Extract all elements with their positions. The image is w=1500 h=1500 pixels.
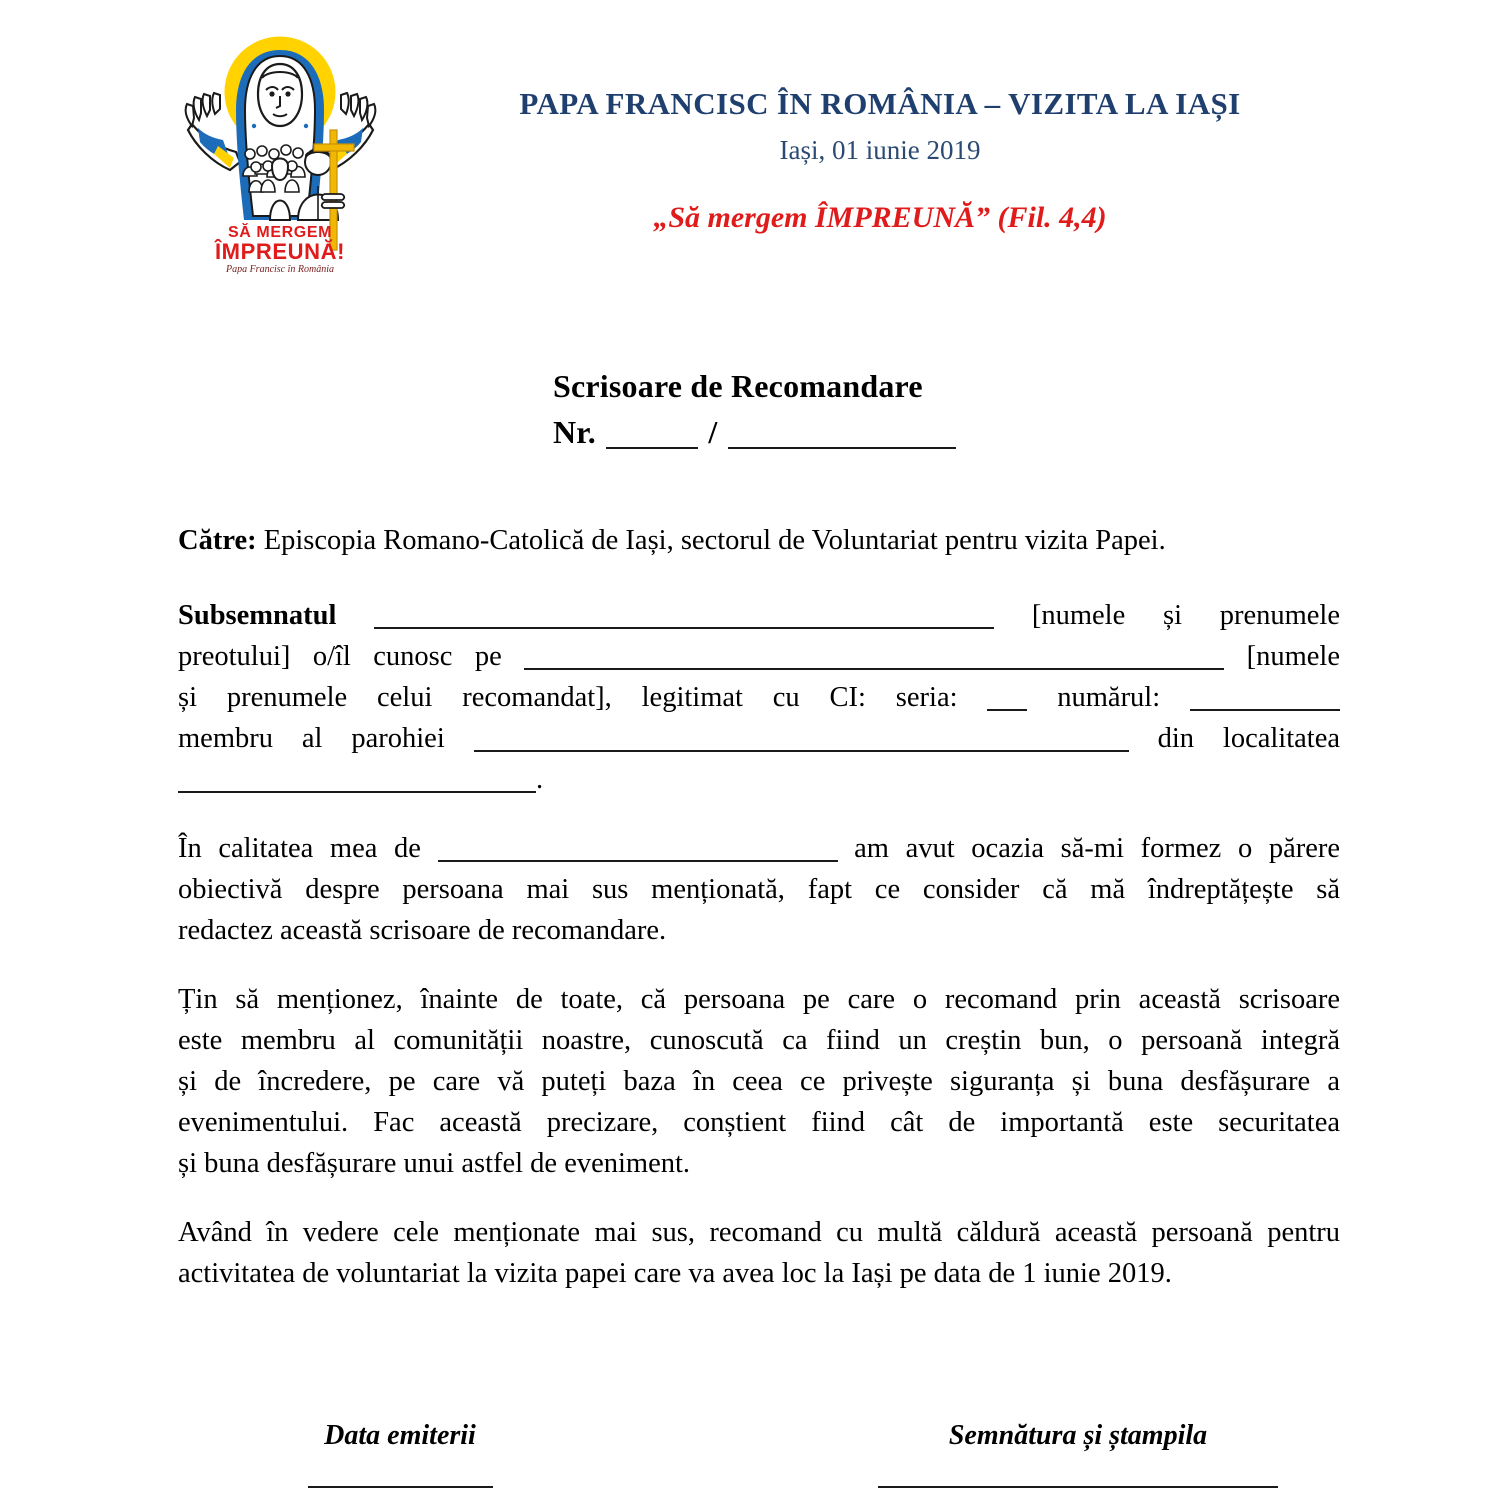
statement-line-3: și de încredere, pe care vă puteți baza în ceea ce privește siguranța și buna desfășurare a [178,1066,1340,1097]
id-number-blank-field[interactable] [1190,682,1340,711]
page-title: Scrisoare de Recomandare [553,368,923,404]
number-separator: / [708,414,718,451]
recommended-hint-start: [numele [1246,641,1340,672]
declaration-line-3 [178,677,1340,718]
locality-label: din localitatea [1157,723,1341,754]
statement-line-4: evenimentului. Fac această precizare, conștient fiind cât de importantă este securitatea [178,1107,1340,1138]
signature-block [868,1420,1288,1488]
parish-blank-field[interactable] [474,723,1129,752]
addressee-paragraph [178,520,1340,561]
signature-blank-field[interactable] [878,1486,1278,1488]
number-year-blank-field[interactable] [728,415,956,449]
issue-date-block [270,1420,530,1488]
capacity-line-1 [178,828,1340,869]
signature-footer [178,1420,1340,1500]
addressee-value: Episcopia Romano-Catolică de Iași, sectorul de Voluntariat pentru vizita Papei. [263,525,1166,556]
event-title: PAPA FRANCISC ÎN ROMÂNIA – VIZITA LA IAȘI [519,86,1241,121]
document-header [0,0,1500,300]
id-card-label: și prenumele celui recomandat], legitimat cu CI: seria: [178,682,958,713]
statement-line-2: este membru al comunității noastre, cunoscută ca fiind un creștin bun, o persoană integră [178,1025,1340,1056]
declaration-period: . [536,764,544,795]
parish-label: membru al parohiei [178,723,445,754]
closing-line-1: Având în vedere cele menționate mai sus, recomand cu multă căldură această persoană pentru [178,1217,1340,1248]
id-series-blank-field[interactable] [987,682,1027,711]
knows-person-label: preotului] o/îl cunosc pe [178,641,502,672]
undersigned-hint: [numele și prenumele [1031,600,1340,631]
document-number-row [553,409,958,455]
capacity-label: În calitatea mea de [178,833,421,864]
event-motto: „Să mergem ÎMPREUNĂ” (Fil. 4,4) [653,201,1107,235]
capacity-line-3: redactez această scrisoare de recomandare. [178,915,667,946]
declaration-line-1 [178,595,1340,636]
header-text-block [400,85,1360,235]
logo-script: Papa Francisc în România [225,264,335,274]
id-number-label: numărul: [1057,682,1161,713]
document-body [178,520,1340,1294]
logo-line1: SĂ MERGEM [227,224,333,241]
recommended-name-blank-field[interactable] [524,641,1224,670]
statement-paragraph [178,979,1340,1184]
issue-date-label: Data emiterii [324,1420,476,1451]
capacity-tail: am avut ocazia să-mi formez o părere [854,833,1340,864]
declaration-paragraph [178,595,1340,800]
declaration-line-5 [178,759,1340,800]
statement-line-5: și buna desfășurare unui astfel de eveniment. [178,1148,691,1179]
declaration-line-4 [178,718,1340,759]
papal-visit-logo-icon [178,34,383,274]
locality-blank-field[interactable] [178,764,536,793]
signature-label: Semnătura și ștampila [948,1420,1208,1451]
number-label: Nr. [553,414,596,451]
event-date: Iași, 01 iunie 2019 [779,134,981,165]
closing-line-2: activitatea de voluntariat la vizita papei care va avea loc la Iași pe data de 1 iunie 2019. [178,1258,1172,1289]
issue-date-blank-field[interactable] [308,1486,493,1488]
capacity-blank-field[interactable] [438,833,838,862]
number-blank-field[interactable] [606,415,698,449]
undersigned-label: Subsemnatul [178,600,337,631]
statement-line-1: Țin să menționez, înainte de toate, că persoana pe care o recomand prin această scrisoare [178,984,1340,1015]
capacity-line-2: obiectivă despre persoana mai sus menționată, fapt ce consider că mă îndreptățește să [178,874,1340,905]
priest-name-blank-field[interactable] [374,600,994,629]
addressee-label: Către: [178,525,257,556]
closing-paragraph [178,1212,1340,1294]
document-title-block [553,363,958,456]
logo-line2: ÎMPREUNĂ! [214,239,346,264]
capacity-paragraph [178,828,1340,951]
declaration-line-2 [178,636,1340,677]
